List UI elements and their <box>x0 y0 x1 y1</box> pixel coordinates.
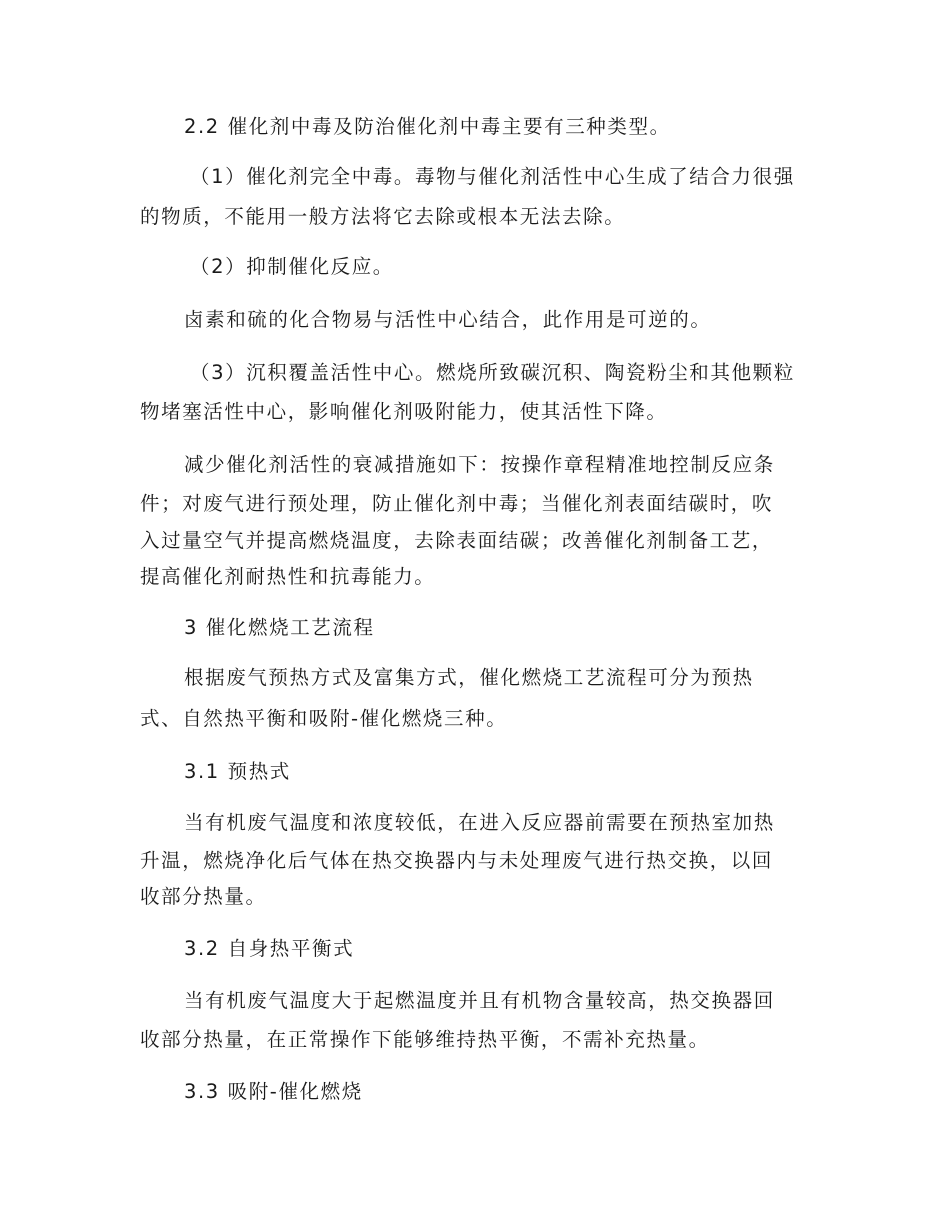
section-heading-3-3: 3.3 吸附-催化燃烧 <box>184 1080 363 1103</box>
paragraph-line: 收部分热量。 <box>140 885 267 908</box>
paragraph-line: （3）沉积覆盖活性中心。燃烧所致碳沉积、陶瓷粉尘和其他颗粒 <box>190 361 795 384</box>
paragraph-line: 根据废气预热方式及富集方式，催化燃烧工艺流程可分为预热 <box>184 666 754 689</box>
paragraph-line: 收部分热量，在正常操作下能够维持热平衡，不需补充热量。 <box>140 1028 710 1051</box>
paragraph-line: 提高催化剂耐热性和抗毒能力。 <box>140 565 436 588</box>
paragraph-line: 当有机废气温度大于起燃温度并且有机物含量较高，热交换器回 <box>184 989 775 1012</box>
paragraph-line: 入过量空气并提高燃烧温度，去除表面结碳；改善催化剂制备工艺， <box>140 529 774 552</box>
paragraph-line: 减少催化剂活性的衰减措施如下：按操作章程精准地控制反应条 <box>184 453 775 476</box>
list-item: （2）抑制催化反应。 <box>190 255 394 278</box>
paragraph-line: （1）催化剂完全中毒。毒物与催化剂活性中心生成了结合力很强 <box>190 165 795 188</box>
paragraph-line: 的物质，不能用一般方法将它去除或根本无法去除。 <box>140 205 626 228</box>
paragraph-line: 卤素和硫的化合物易与活性中心结合，此作用是可逆的。 <box>184 308 712 331</box>
section-heading-3: 3 催化燃烧工艺流程 <box>184 616 375 639</box>
section-heading-3-1: 3.1 预热式 <box>184 760 291 783</box>
paragraph-line: 件；对废气进行预处理，防止催化剂中毒；当催化剂表面结碳时，吹 <box>140 492 774 515</box>
section-heading-2-2: 2.2 催化剂中毒及防治催化剂中毒主要有三种类型。 <box>184 115 671 138</box>
paragraph-line: 式、自然热平衡和吸附-催化燃烧三种。 <box>140 707 508 730</box>
section-heading-3-2: 3.2 自身热平衡式 <box>184 937 355 960</box>
paragraph-line: 物堵塞活性中心，影响催化剂吸附能力，使其活性下降。 <box>140 400 668 423</box>
paragraph-line: 升温，燃烧净化后气体在热交换器内与未处理废气进行热交换，以回 <box>140 849 774 872</box>
paragraph-line: 当有机废气温度和浓度较低，在进入反应器前需要在预热室加热 <box>184 811 775 834</box>
